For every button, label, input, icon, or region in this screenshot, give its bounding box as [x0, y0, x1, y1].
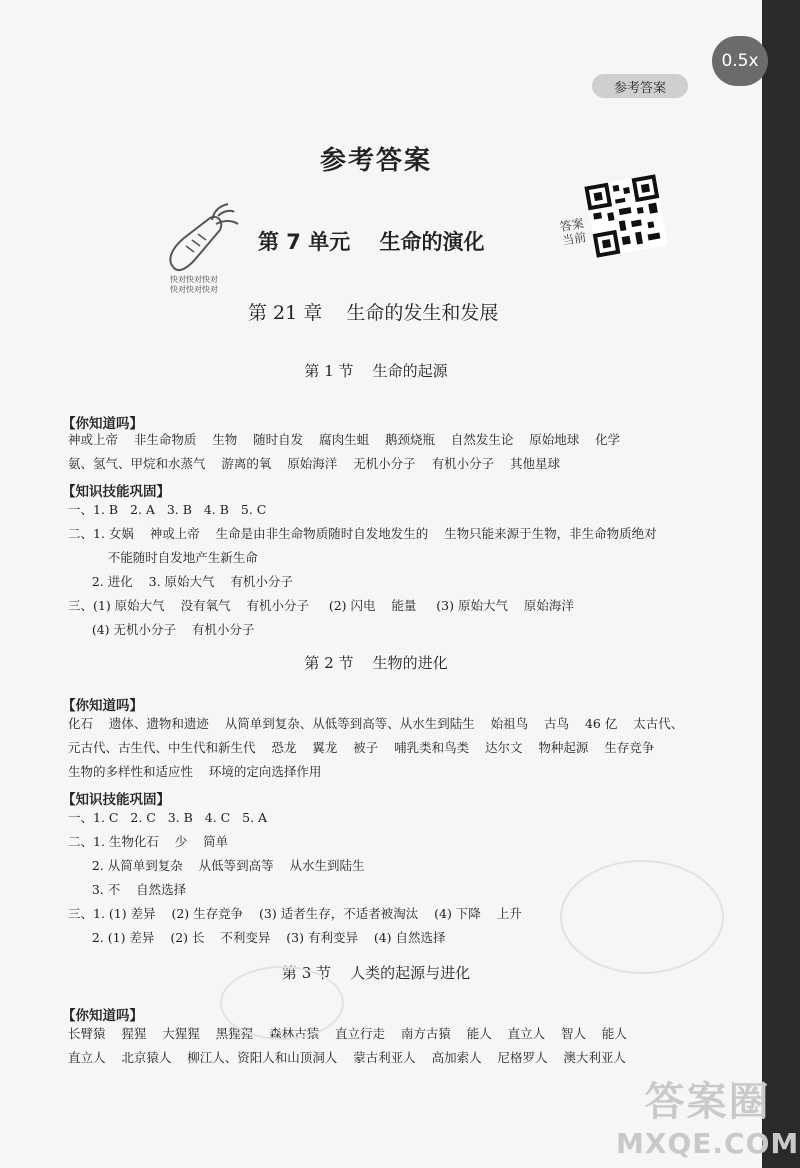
- logo-caption-line: 快对快对快对: [170, 275, 218, 284]
- answer-line: 2. (1) 差异 (2) 长 不利变异 (3) 有利变异 (4) 自然选择: [68, 930, 446, 945]
- answer-line: 二、1. 女娲 神或上帝 生命是由非生命物质随时自发地发生的 生物只能来源于生物，非生命物质绝对: [68, 526, 657, 541]
- answer-line: 神或上帝 非生命物质 生物 随时自发 腐肉生蛆 鹅颈烧瓶 自然发生论 原始地球 化学: [68, 432, 621, 447]
- header-tag: 参考答案: [592, 74, 688, 98]
- block-heading: 【你知道吗】: [62, 698, 143, 714]
- carrot-logo-icon: [162, 200, 242, 276]
- answer-line: 一、1. C 2. C 3. B 4. C 5. A: [68, 810, 268, 825]
- watermark-line: 答案圈: [644, 1079, 771, 1125]
- faint-stamp: [220, 966, 344, 1040]
- watermark-line: MXQE.COM: [616, 1127, 800, 1160]
- unit-title: 第 7 单元 生命的演化: [258, 230, 485, 254]
- answer-line: 一、1. B 2. A 3. B 4. B 5. C: [68, 502, 267, 517]
- answer-line: 3. 不 自然选择: [68, 882, 187, 897]
- page-title: 参考答案: [319, 146, 432, 176]
- answer-line: 化石 遗体、遗物和遗迹 从简单到复杂、从低等到高等、从水生到陆生 始祖鸟 古鸟 46 亿 太古代、: [68, 716, 684, 731]
- answer-line: 三、1. (1) 差异 (2) 生存竞争 (3) 适者生存，不适者被淘汰 (4) 下降 上升: [68, 906, 522, 921]
- logo-caption: [170, 275, 230, 295]
- watermark: [616, 1070, 799, 1160]
- answer-line: (4) 无机小分子 有机小分子: [68, 622, 255, 637]
- qr-code-icon[interactable]: [584, 174, 667, 257]
- block-heading: 【你知道吗】: [62, 1008, 143, 1024]
- zoom-level-button[interactable]: 0.5x: [712, 36, 768, 86]
- answer-line: 长臂猿 猩猩 大猩猩 黑猩猩 森林古猿 直立行走 南方古猿 能人 直立人 智人 能人: [68, 1026, 627, 1041]
- section-title: 第 2 节 生物的进化: [304, 654, 448, 672]
- block-heading: 【知识技能巩固】: [62, 792, 170, 808]
- answer-line: 三、(1) 原始大气 没有氧气 有机小分子 (2) 闪电 能量 (3) 原始大气 原始海洋: [68, 598, 574, 613]
- answer-line: 二、1. 生物化石 少 简单: [68, 834, 229, 849]
- answer-line: 生物的多样性和适应性 环境的定向选择作用: [68, 764, 322, 779]
- answer-line: 2. 进化 3. 原始大气 有机小分子: [68, 574, 293, 589]
- section-title: 第 3 节 人类的起源与进化: [281, 964, 471, 982]
- answer-line: 不能随时自发地产生新生命: [68, 550, 258, 565]
- answer-line: 直立人 北京猿人 柳江人、资阳人和山顶洞人 蒙古利亚人 高加索人 尼格罗人 澳大利亚人: [68, 1050, 626, 1065]
- answer-line: 氨、氢气、甲烷和水蒸气 游离的氧 原始海洋 无机小分子 有机小分子 其他星球: [68, 456, 560, 471]
- block-heading: 【你知道吗】: [62, 416, 143, 432]
- logo-caption-line: 快对快对快对: [170, 285, 218, 294]
- chapter-title: 第 21 章 生命的发生和发展: [248, 302, 499, 324]
- section-title: 第 1 节 生命的起源: [304, 362, 448, 380]
- viewer-edge: [762, 0, 800, 1168]
- faint-stamp: [560, 860, 724, 974]
- answer-line: 元古代、古生代、中生代和新生代 恐龙 翼龙 被子 哺乳类和鸟类 达尔文 物种起源 生存竞争: [68, 740, 655, 755]
- answer-line: 2. 从简单到复杂 从低等到高等 从水生到陆生: [68, 858, 365, 873]
- qr-label: 答案当前: [558, 216, 588, 248]
- block-heading: 【知识技能巩固】: [62, 484, 170, 500]
